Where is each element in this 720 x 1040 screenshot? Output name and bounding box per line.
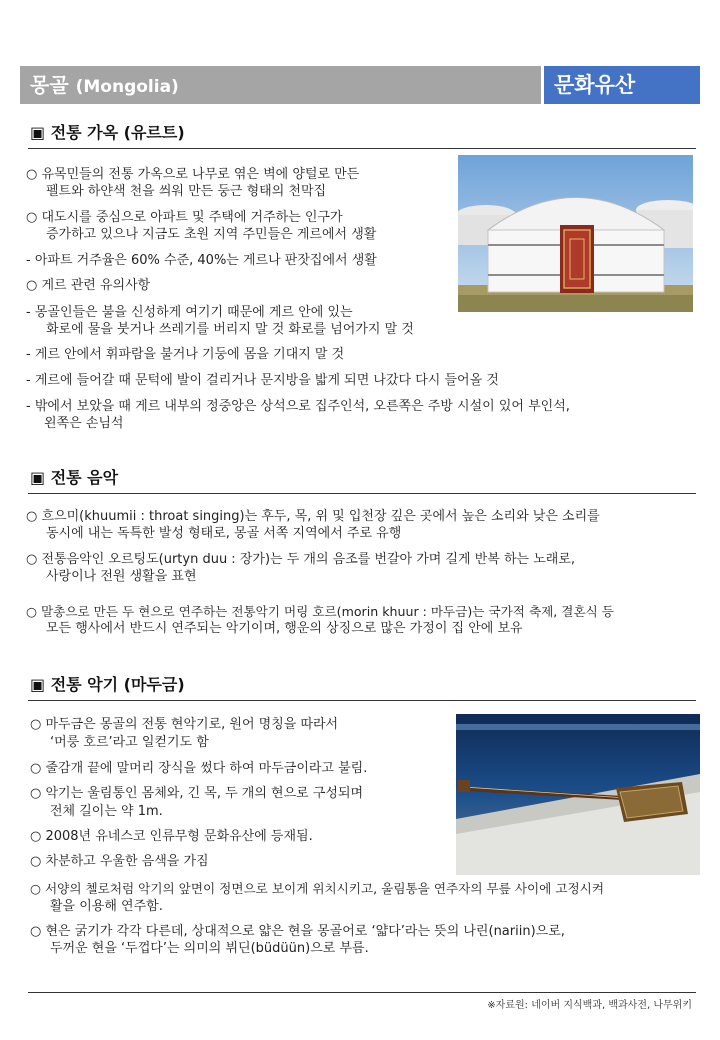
category-label: 문화유산	[544, 66, 700, 104]
country-subtitle: (Mongolia)	[75, 77, 179, 97]
text-line: 동시에 내는 독특한 발성 형태로, 몽골 서쪽 지역에서 주로 유행	[46, 526, 402, 541]
section-heading-yurt	[28, 122, 696, 149]
text-line: ○ 현은 굵기가 각각 다른데, 상대적으로 얇은 현을 몽골어로 ‘얇다’라는 뜻의 나린(nariin)으로,	[30, 924, 565, 939]
text-line: 활을 이용해 연주함.	[50, 899, 163, 914]
text-line: ○ 전통음악인 오르팅도(urtyn duu : 장가)는 두 개의 음조를 번갈아 가며 길게 반복 하는 노래로,	[26, 552, 576, 567]
text-line: - 몽골인들은 불을 신성하게 여기기 때문에 게르 안에 있는	[26, 305, 353, 320]
section-title: 전통 가옥 (유르트)	[50, 123, 185, 142]
text-line: ○ 게르 관련 유의사항	[26, 278, 151, 293]
text-line: ○ 흐으미(khuumii : throat singing)는 후두, 목, 위 및 입천장 깊은 곳에서 높은 소리와 낮은 소리를	[26, 509, 600, 524]
text-line: ○ 말총으로 만든 두 현으로 연주하는 전통악기 머링 호르(morin khuur : 마두금)는 국가적 축제, 결혼식 등	[26, 604, 614, 619]
text-line: ○ 대도시를 중심으로 아파트 및 주택에 거주하는 인구가	[26, 210, 343, 225]
section-heading-instrument	[28, 674, 696, 701]
text-line: - 게르에 들어갈 때 문턱에 발이 걸리거나 문지방을 밟게 되면 나갔다 다시 들어올 것	[26, 373, 499, 388]
text-line: 왼쪽은 손님석	[44, 416, 124, 431]
section-title: 전통 음악	[50, 468, 119, 487]
square-bullet-icon: ▣	[30, 675, 51, 694]
text-line: 펠트와 하얀색 천을 씌워 만든 둥근 형태의 천막집	[46, 184, 327, 199]
text-line: ○ 줄감개 끝에 말머리 장식을 썼다 하여 마두금이라고 불림.	[30, 761, 368, 776]
morin-khuur-photo	[456, 714, 700, 875]
text-line: ○ 2008년 유네스코 인류무형 문화유산에 등재됨.	[30, 829, 313, 844]
text-line: - 아파트 거주율은 60% 수준, 40%는 게르나 판잣집에서 생활	[26, 253, 377, 268]
square-bullet-icon: ▣	[30, 123, 51, 142]
text-line: ○ 악기는 울림통인 몸체와, 긴 목, 두 개의 현으로 구성되며	[30, 786, 364, 801]
country-title-bar	[20, 66, 541, 104]
text-line: 두꺼운 현을 ‘두껍다’는 의미의 뷔딘(büdüün)으로 부름.	[50, 941, 369, 956]
section-title: 전통 악기 (마두금)	[50, 675, 185, 694]
page-header	[20, 66, 700, 104]
text-line: ○ 마두금은 몽골의 전통 현악기로, 원어 명칭을 따라서	[30, 717, 339, 732]
text-line: ○ 서양의 첼로처럼 악기의 앞면이 정면으로 보이게 위치시키고, 울림통을 연주자의 무릎 사이에 고정시켜	[30, 881, 604, 896]
text-line: 모든 행사에서 반드시 연주되는 악기이며, 행운의 상징으로 많은 가정이 집 안에 보유	[46, 621, 523, 636]
text-line: 전체 길이는 약 1m.	[50, 804, 163, 819]
footer-divider	[28, 992, 696, 993]
text-line: - 밖에서 보았을 때 게르 내부의 정중앙은 상석으로 집주인석, 오른쪽은 주방 시설이 있어 부인석,	[26, 399, 570, 414]
text-line: 화로에 물을 붓거나 쓰레기를 버리지 말 것 화로를 넘어가지 말 것	[46, 322, 414, 337]
source-note: ※자료원: 네이버 지식백과, 백과사전, 나무위키	[487, 1000, 692, 1011]
text-line: ‘머룽 호르’라고 일컫기도 함	[50, 735, 209, 750]
text-line: 사랑이나 전원 생활을 표현	[46, 569, 197, 584]
yurt-photo	[458, 155, 693, 312]
text-line: ○ 유목민들의 전통 가옥으로 나무로 엮은 벽에 양털로 만든	[26, 167, 360, 182]
square-bullet-icon: ▣	[30, 468, 51, 487]
country-title: 몽골	[30, 73, 69, 97]
text-line: 증가하고 있으나 지금도 초원 지역 주민들은 게르에서 생활	[46, 227, 377, 242]
text-line: - 게르 안에서 휘파람을 불거나 기둥에 몸을 기대지 말 것	[26, 347, 345, 362]
section-heading-music	[28, 467, 696, 494]
text-line: ○ 차분하고 우울한 음색을 가짐	[30, 854, 209, 869]
